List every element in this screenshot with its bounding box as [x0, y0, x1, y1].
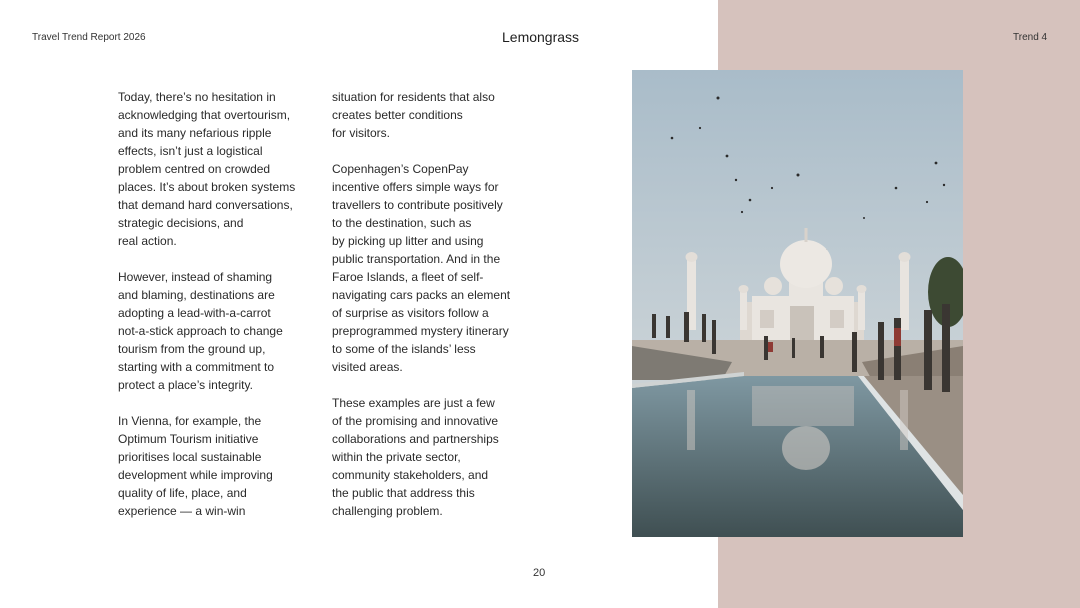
- taj-mahal-photo: [632, 70, 963, 537]
- report-title: Travel Trend Report 2026: [32, 32, 146, 43]
- text-column-left: [118, 88, 328, 538]
- paragraph: However, instead of shaming and blaming, destinations are adopting a lead-with-a-carrot not-a-stick approach to change tourism from the ground up, starting with a commitment to protect a place’s integrity.: [118, 270, 283, 392]
- main-dome: [780, 240, 832, 288]
- paragraph: situation for residents that also creates better conditions for visitors.: [332, 90, 495, 140]
- paragraph: In Vienna, for example, the Optimum Tourism initiative prioritises local sustainable development while improving quality of life, place, and experience — a win-win: [118, 414, 273, 518]
- paragraph: Today, there’s no hesitation in acknowledging that overtourism, and its many nefarious ripple effects, isn’t just a logistical problem centred on crowded places. It’s about broken systems that demand hard conversations, strategic decisions, and real action.: [118, 90, 296, 248]
- paragraph: Copenhagen’s CopenPay incentive offers simple ways for travellers to contribute positively to the destination, such as by picking up litter and using public transportation. And in the Faroe Islands, a fleet of self- navigating cars packs an element of surprise as visitors follow a preprogrammed mystery itinerary to some of the islands’ less visited areas.: [332, 162, 511, 374]
- section-label: Trend 4: [1013, 32, 1048, 43]
- text-column-right: [332, 88, 542, 538]
- brand-name: Lemongrass: [502, 29, 580, 45]
- page-number: 20: [533, 567, 546, 579]
- paragraph: These examples are just a few of the promising and innovative collaborations and partnerships within the private sector, community stakeholders, and the public that address this challenging problem.: [332, 396, 499, 518]
